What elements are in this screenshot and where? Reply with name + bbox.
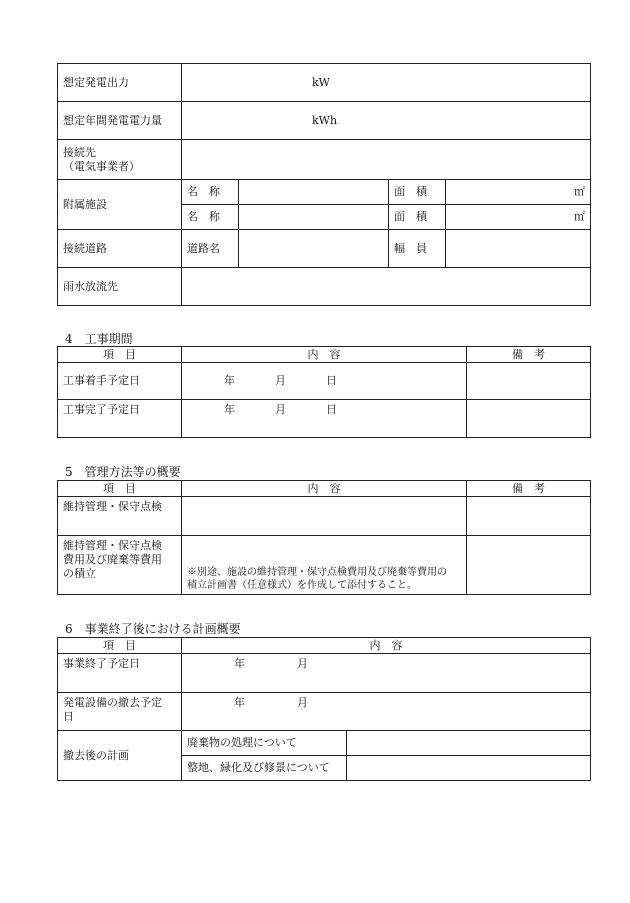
connection-value-field[interactable]	[182, 140, 591, 180]
end-date-field[interactable]	[182, 400, 467, 438]
area-value-field-1[interactable]	[446, 180, 591, 205]
connection-label-line1: 接続先	[63, 145, 96, 159]
end-date-note-field[interactable]	[467, 400, 591, 438]
annual-energy-unit: kWh	[312, 113, 338, 127]
end-month-unit: 月	[275, 403, 286, 416]
road-name-field[interactable]	[239, 230, 389, 268]
waste-disposal-field[interactable]	[347, 731, 591, 756]
s5-header-content: 内 容	[182, 481, 467, 497]
end-date-label: 工事完了予定日	[58, 400, 182, 438]
start-date-note-field[interactable]	[467, 363, 591, 400]
removal-date-field[interactable]	[182, 693, 591, 731]
section-5-title: 5 管理方法等の概要	[65, 465, 181, 479]
name-value-field-2[interactable]	[239, 205, 389, 230]
facility-info-table	[57, 63, 591, 306]
s6-header-item: 項 目	[58, 638, 182, 654]
s4-header-content: 内 容	[182, 347, 467, 363]
annual-energy-value-field[interactable]	[182, 102, 591, 140]
start-month-unit: 月	[275, 374, 286, 387]
area-label-2: 面 積	[389, 205, 446, 230]
project-end-year-unit: 年	[234, 657, 245, 670]
end-day-unit: 日	[326, 403, 337, 416]
output-label: 想定発電出力	[58, 64, 182, 102]
annual-energy-label: 想定年間発電電力量	[58, 102, 182, 140]
reserve-note-line1: ※別途、施設の維持管理・保守点検費用及び廃棄等費用の	[187, 567, 447, 578]
removal-month-unit: 月	[297, 696, 308, 709]
s4-header-note: 備 考	[467, 347, 591, 363]
reserve-note-line2: 積立計画書（任意様式）を作成して添付すること。	[187, 580, 417, 591]
reserve-label	[58, 536, 182, 595]
ancillary-facility-label: 附属施設	[58, 180, 182, 230]
end-year-unit: 年	[224, 403, 235, 416]
s5-header-item: 項 目	[58, 481, 182, 497]
area-value-field-2[interactable]	[446, 205, 591, 230]
access-road-label: 接続道路	[58, 230, 182, 268]
start-date-label: 工事着手予定日	[58, 363, 182, 400]
output-unit: kW	[312, 75, 330, 89]
landscaping-label: 整地、緑化及び修景について	[182, 756, 347, 781]
connection-label-line2: （電気事業者）	[63, 159, 140, 173]
s6-header-content: 内 容	[182, 638, 591, 654]
rainwater-label: 雨水放流先	[58, 268, 182, 306]
area-unit-1: ㎡	[574, 185, 586, 198]
waste-disposal-label: 廃棄物の処理について	[182, 731, 347, 756]
removal-date-label-line2: 日	[63, 710, 74, 723]
start-date-field[interactable]	[182, 363, 467, 400]
removal-date-label	[58, 693, 182, 731]
road-width-label: 幅 員	[389, 230, 446, 268]
area-unit-2: ㎡	[574, 210, 586, 223]
maintenance-content-field[interactable]	[182, 497, 467, 536]
section-4-title: 4 工事期間	[65, 332, 133, 346]
reserve-label-line1: 維持管理・保守点検	[63, 539, 162, 552]
road-width-field[interactable]	[446, 230, 591, 268]
area-label-1: 面 積	[389, 180, 446, 205]
post-removal-plan-label: 撤去後の計画	[58, 731, 182, 781]
construction-period-table	[57, 346, 591, 438]
rainwater-value-field[interactable]	[182, 268, 591, 306]
reserve-label-line2: 費用及び廃棄等費用	[63, 553, 162, 566]
reserve-content-field[interactable]	[182, 536, 467, 595]
start-day-unit: 日	[326, 374, 337, 387]
name-label-2: 名 称	[182, 205, 239, 230]
reserve-note-field[interactable]	[467, 536, 591, 595]
road-name-label: 道路名	[182, 230, 239, 268]
s4-header-item: 項 目	[58, 347, 182, 363]
start-year-unit: 年	[224, 374, 235, 387]
reserve-label-line3: の積立	[63, 567, 96, 580]
name-label-1: 名 称	[182, 180, 239, 205]
management-table	[57, 480, 591, 595]
project-end-month-unit: 月	[297, 657, 308, 670]
name-value-field-1[interactable]	[239, 180, 389, 205]
section-6-title: 6 事業終了後における計画概要	[65, 622, 241, 636]
output-value-field[interactable]	[182, 64, 591, 102]
maintenance-label: 維持管理・保守点検	[58, 497, 182, 536]
maintenance-note-field[interactable]	[467, 497, 591, 536]
s5-header-note: 備 考	[467, 481, 591, 497]
landscaping-field[interactable]	[347, 756, 591, 781]
post-project-plan-table	[57, 637, 591, 781]
removal-year-unit: 年	[234, 696, 245, 709]
project-end-date-field[interactable]	[182, 654, 591, 693]
removal-date-label-line1: 発電設備の撤去予定	[63, 696, 162, 709]
connection-label	[58, 140, 182, 180]
project-end-date-label: 事業終了予定日	[58, 654, 182, 693]
